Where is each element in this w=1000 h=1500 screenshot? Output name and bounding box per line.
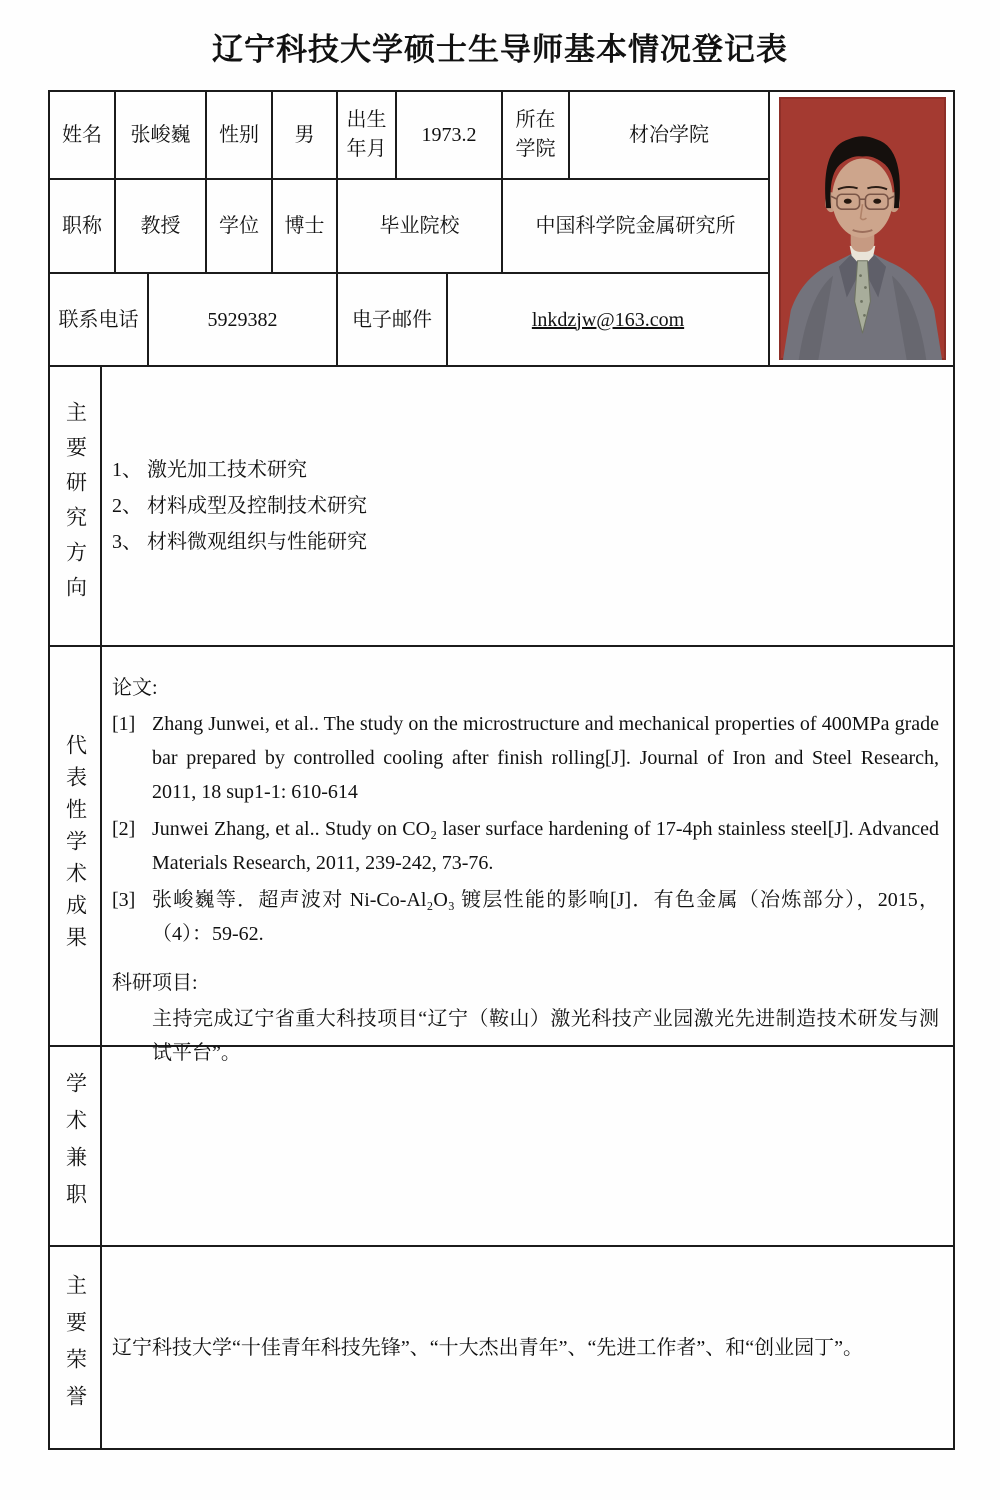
birth-label-text: 出生年月 (346, 109, 387, 160)
achievements-label-cell (50, 647, 102, 1047)
form-table (48, 90, 955, 1450)
email-value[interactable]: lnkdzjw@163.com (531, 308, 685, 331)
paper-text: 张峻巍等．超声波对 Ni-Co-Al₂O₃ 镀层性能的影响[J]．有色金属（冶炼部分），2015，（4）：59-62. (152, 889, 939, 945)
research-list (112, 377, 939, 635)
page-title: 辽宁科技大学硕士生导师基本情况登记表 (212, 32, 788, 67)
project-text: 主持完成辽宁省重大科技项目“辽宁（鞍山）激光科技产业园激光先进制造技术研发与测试平台”。 (152, 1008, 939, 1064)
birth-value: 1973.2 (397, 92, 503, 180)
phone-value: 5929382 (149, 274, 338, 367)
gender-value: 男 (273, 92, 338, 180)
honors-label: 主要荣誉 (63, 1273, 88, 1422)
email-label: 电子邮件 (338, 274, 448, 367)
research-item: 2、 材料成型及控制技术研究 (112, 495, 367, 517)
honors-text: 辽宁科技大学“十佳青年科技先锋”、“十大杰出青年”、“先进工作者”、和“创业园丁”。 (112, 1336, 864, 1359)
photo-cell (770, 92, 953, 367)
paper-reference (112, 707, 939, 809)
face (832, 159, 893, 238)
research-label: 主要研究方向 (63, 401, 88, 611)
name-label: 姓名 (50, 92, 116, 180)
honors-content-cell (102, 1247, 953, 1448)
honors-label-cell (50, 1247, 102, 1448)
positions-content (102, 1047, 953, 1247)
tie-dot (860, 300, 863, 303)
college-label (503, 92, 570, 180)
paper-number: [1] (112, 713, 136, 735)
papers-heading: 论文: (112, 677, 158, 699)
school-value: 中国科学院金属研究所 (503, 180, 770, 274)
phone-label: 联系电话 (50, 274, 149, 367)
job-title-label: 职称 (50, 180, 116, 274)
tie-dot (859, 274, 862, 277)
eye-left (844, 199, 852, 204)
name-value: 张峻巍 (116, 92, 207, 180)
gender-label: 性别 (207, 92, 273, 180)
projects-heading: 科研项目: (112, 972, 198, 994)
college-label-text: 所在学院 (515, 109, 556, 160)
school-label: 毕业院校 (338, 180, 503, 274)
job-title-value: 教授 (116, 180, 207, 274)
paper-text: Zhang Junwei, et al.. The study on the microstructure and mechanical properties of 400MPa grade bar prepared by controlled cooling after finish rolling[J]. Journal of Iron and Steel Research, 2011, 18 sup1-1: 610-614 (152, 713, 939, 803)
research-label-cell (50, 367, 102, 647)
paper-number: [2] (112, 818, 136, 840)
research-content (102, 367, 953, 647)
degree-value: 博士 (273, 180, 338, 274)
paper-reference (112, 812, 939, 880)
tie-dot (864, 286, 867, 289)
id-photo (779, 97, 946, 360)
positions-label-cell (50, 1047, 102, 1247)
paper-number: [3] (112, 889, 136, 911)
paper-text: Junwei Zhang, et al.. Study on CO₂ laser surface hardening of 17-4ph stainless steel[J]. Advanced Materials Research, 2011, 239-242, 73-76. (152, 818, 939, 874)
achievements-content (102, 647, 953, 1064)
college-value: 材冶学院 (570, 92, 770, 180)
birth-label (338, 92, 397, 180)
email-cell (448, 274, 770, 367)
paper-reference (112, 883, 939, 951)
tie-dot (863, 314, 866, 317)
research-item: 1、 激光加工技术研究 (112, 459, 307, 481)
research-item: 3、 材料微观组织与性能研究 (112, 531, 367, 553)
achievements-label: 代表性学术成果 (63, 734, 88, 958)
positions-label: 学术兼职 (63, 1072, 88, 1220)
degree-label: 学位 (207, 180, 273, 274)
eye-right (873, 199, 881, 204)
